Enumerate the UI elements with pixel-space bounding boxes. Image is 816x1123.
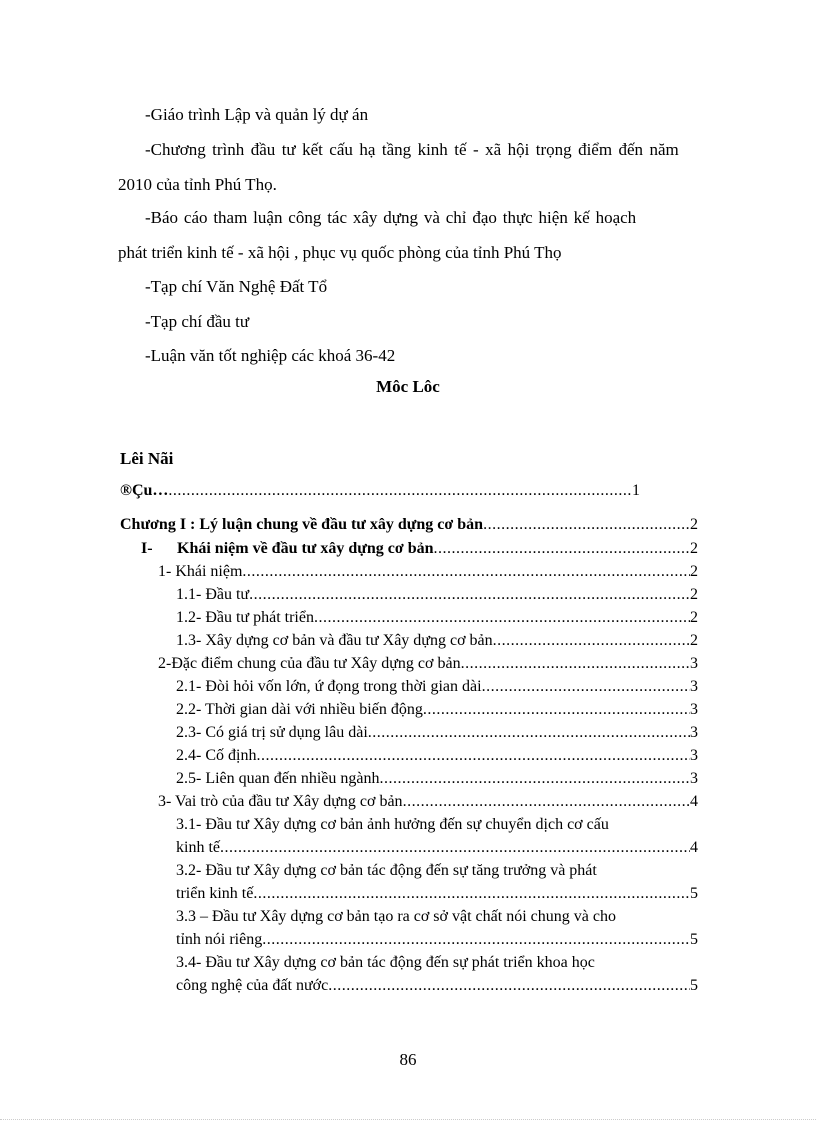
toc-entry: Chương I : Lý luận chung về đầu tư xây dựng cơ bản ..... 2 — [120, 515, 698, 535]
toc-entry-wrap: 3.2- Đầu tư Xây dựng cơ bản tác động đến sự tăng trưởng và phát — [176, 862, 597, 879]
toc-entry: 2.4- Cố định ..... 3 — [176, 746, 698, 766]
toc-entry: 2.3- Có giá trị sử dụng lâu dài ..... 3 — [176, 723, 698, 743]
reference-line: 2010 của tỉnh Phú Thọ. — [118, 175, 277, 194]
toc-entry: 2.2- Thời gian dài với nhiều biến động ..... 3 — [176, 700, 698, 720]
toc-entry: 2.5- Liên quan đến nhiều ngành ..... 3 — [176, 769, 698, 789]
reference-line: phát triển kinh tế - xã hội , phục vụ quốc phòng của tỉnh Phú Thọ — [118, 243, 562, 262]
toc-entry-wrap: 3.4- Đầu tư Xây dựng cơ bản tác động đến sự phát triển khoa học — [176, 954, 595, 971]
reference-line: -Chương trình đầu tư kết cấu hạ tầng kinh tế - xã hội trọng điểm đến năm — [145, 140, 679, 159]
toc-entry: 2.1- Đòi hỏi vốn lớn, ứ đọng trong thời gian dài ..... 3 — [176, 677, 698, 697]
toc-entry: Khái niệm về đầu tư xây dựng cơ bản ..... 2 — [177, 539, 698, 559]
toc-entry-roman: I- — [141, 540, 153, 557]
toc-heading-loi-noi: Lêi Nãi — [120, 449, 174, 468]
toc-entry: 1.1- Đầu tư ..... 2 — [176, 585, 698, 605]
toc-entry: 1.2- Đầu tư phát triển ..... 2 — [176, 608, 698, 628]
page-number: 86 — [399, 1050, 417, 1069]
reference-line: -Giáo trình Lập và quản lý dự án — [145, 105, 369, 124]
toc-title: Môc Lôc — [376, 377, 440, 396]
toc-entry: 1- Khái niệm ..... 2 — [158, 562, 698, 582]
reference-line: -Luận văn tốt nghiệp các khoá 36-42 — [145, 346, 396, 365]
reference-line: -Tạp chí đầu tư — [145, 312, 250, 331]
reference-line: -Tạp chí Văn Nghệ Đất Tổ — [145, 277, 328, 296]
toc-entry: kinh tế ..... 4 — [176, 838, 698, 858]
toc-entry: 2-Đặc điểm chung của đầu tư Xây dựng cơ bản ..... 3 — [158, 654, 698, 674]
toc-entry-wrap: 3.3 – Đầu tư Xây dựng cơ bản tạo ra cơ sở vật chất nói chung và cho — [176, 908, 616, 925]
toc-entry: ®Çu… ..... 1 — [120, 481, 640, 501]
toc-entry: 1.3- Xây dựng cơ bản và đầu tư Xây dựng cơ bản ..... 2 — [176, 631, 698, 651]
toc-entry: công nghệ của đất nước ..... 5 — [176, 976, 698, 996]
toc-entry: triển kinh tế ..... 5 — [176, 884, 698, 904]
toc-entry-wrap: 3.1- Đầu tư Xây dựng cơ bản ảnh hưởng đến sự chuyển dịch cơ cấu — [176, 816, 609, 833]
toc-entry: tỉnh nói riêng ..... 5 — [176, 930, 698, 950]
page-bottom-divider — [0, 1119, 816, 1120]
reference-line: -Báo cáo tham luận công tác xây dựng và chỉ đạo thực hiện kế hoạch — [145, 208, 637, 227]
toc-entry: 3- Vai trò của đầu tư Xây dựng cơ bản ..... 4 — [158, 792, 698, 812]
